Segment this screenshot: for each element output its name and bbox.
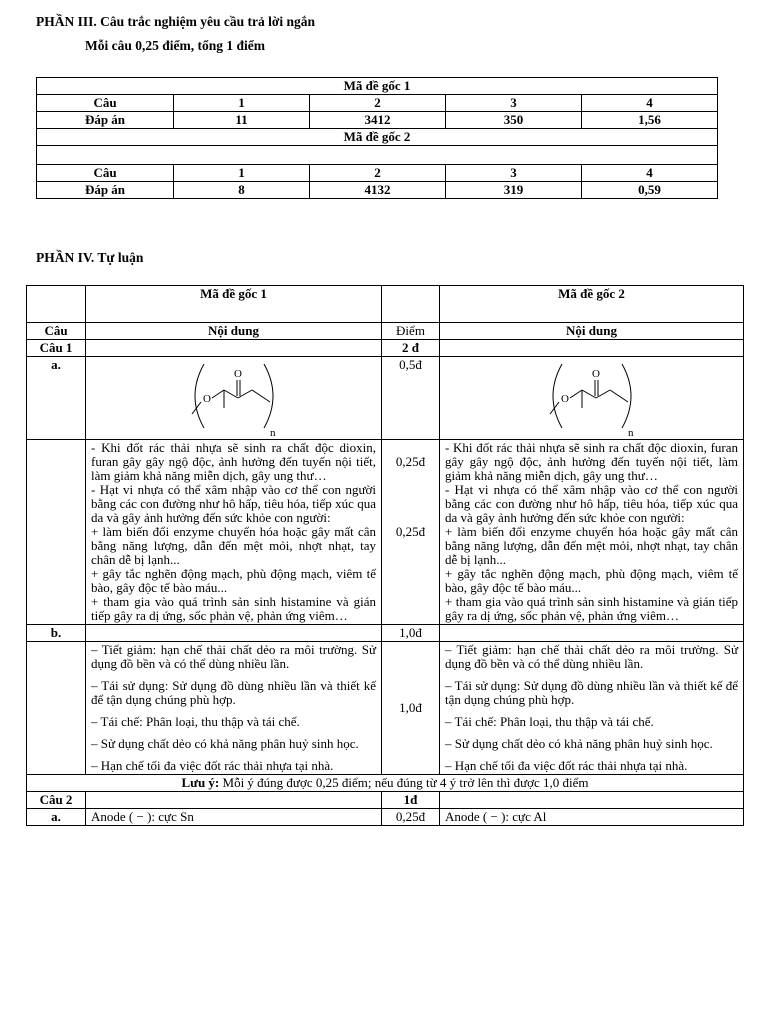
answer-cell: 8 [174,182,310,199]
col-header-content: Nội dung [86,323,382,340]
answer-content [86,642,382,775]
part3-title: PHẦN III. Câu trắc nghiệm yêu cầu trả lời ngắn [36,14,315,29]
score-cell [382,440,440,625]
answer-paragraph: – Tái sử dụng: Sử dụng đồ dùng nhiều lần và thiết kế để tận dụng chúng phù hợp. [91,678,376,707]
answer-content [440,642,744,775]
polymer-structure [440,357,744,440]
oxygen-label: O [560,393,569,405]
repeat-unit-n: n [627,427,633,438]
table-row [37,182,718,199]
answer-paragraph: + làm biến đổi enzyme chuyển hóa hoặc gây mất cân bằng năng lượng, dẫn đến mệt mỏi, nhợt nhạt, tay chân dễ bị lạnh... [445,524,738,567]
answer-paragraph: + làm biến đổi enzyme chuyển hóa hoặc gây mất cân bằng năng lượng, dẫn đến mệt mỏi, nhợt nhạt, tay chân dễ bị lạnh... [91,524,376,567]
score-value: 0,25đ [395,454,426,469]
code1-header: Mã đề gốc 1 [86,286,382,323]
answer-paragraph: – Sử dụng chất dẻo có khả năng phân huỷ sinh học. [91,736,359,751]
note-text: Mỗi ý đúng được 0,25 điểm; nếu đúng từ 4 ý trở lên thì được 1,0 điểm [219,775,589,790]
note-label: Lưu ý: [181,775,220,790]
table-row [37,112,718,129]
row-label-answer: Đáp án [37,182,174,199]
answer-paragraph: - Hạt vi nhựa có thể xâm nhập vào cơ thể con người bằng các con đường như hô hấp, tiêu hóa, tiếp xúc qua da và gây ảnh hưởng đến sức khỏe con người: [91,482,376,525]
answer-cell: 11 [174,112,310,129]
question-number: 1 [174,95,310,112]
answer-content: Anode ( − ): cực Sn [86,809,382,826]
answer-content: Anode ( − ): cực Al [440,809,744,826]
answer-paragraph: – Tái chế: Phân loại, thu thập và tái chế. [445,714,654,729]
question-number: 3 [446,95,582,112]
polymer-structure [86,357,382,440]
table-row [37,95,718,112]
question-number: 1 [174,165,310,182]
subquestion-label: a. [27,357,86,440]
code2-header: Mã đề gốc 2 [37,129,718,146]
answer-cell: 350 [446,112,582,129]
answer-paragraph: – Tái chế: Phân loại, thu thập và tái chế. [91,714,300,729]
code2-header: Mã đề gốc 2 [440,286,744,323]
question-total: 2 đ [382,340,440,357]
carbonyl-oxygen-label: O [591,368,600,380]
question-label: Câu 1 [27,340,86,357]
answer-paragraph: - Hạt vi nhựa có thể xâm nhập vào cơ thể con người bằng các con đường như hô hấp, tiêu hóa, tiếp xúc qua da và gây ảnh hưởng đến sức khỏe con người: [445,482,738,525]
row-label-question: Câu [37,95,174,112]
repeat-unit-n: n [269,427,275,438]
question-number: 3 [446,165,582,182]
part3-answer-table [36,77,718,199]
note-row [27,775,744,792]
part4-essay-table [26,285,744,826]
answer-paragraph: - Khi đốt rác thải nhựa sẽ sinh ra chất độc dioxin, furan gây gây ngộ độc, ảnh hưởng đến tuyến nội tiết, làm giảm khả năng miễn dịch, gây ung thư… [91,440,376,483]
question-label: Câu 2 [27,792,86,809]
polylactic-acid-structure-icon [174,358,294,438]
question-number: 2 [310,95,446,112]
answer-cell: 0,59 [582,182,718,199]
question-number: 4 [582,165,718,182]
row-label-question: Câu [37,165,174,182]
question-number: 4 [582,95,718,112]
score-value: 0,25đ [395,524,426,539]
carbonyl-oxygen-label: O [233,368,242,380]
answer-paragraph: - Khi đốt rác thải nhựa sẽ sinh ra chất độc dioxin, furan gây gây ngộ độc, ảnh hưởng đến tuyến nội tiết, làm giảm khả năng miễn dịch, gây ung thư… [445,440,738,483]
answer-cell: 4132 [310,182,446,199]
answer-cell: 1,56 [582,112,718,129]
answer-paragraph: – Hạn chế tối đa việc đốt rác thải nhựa tại nhà. [91,758,334,773]
part4-title: PHẦN IV. Tự luận [36,250,144,265]
row-label-answer: Đáp án [37,112,174,129]
answer-content [86,440,382,625]
answer-cell: 3412 [310,112,446,129]
blank-row [37,146,718,165]
score-cell: 1,0đ [382,625,440,642]
answer-cell: 319 [446,182,582,199]
answer-content [440,440,744,625]
answer-paragraph: – Tái sử dụng: Sử dụng đồ dùng nhiều lần và thiết kế để tận dụng chúng phù hợp. [445,678,738,707]
table-row [37,165,718,182]
question-total: 1đ [382,792,440,809]
answer-paragraph: + tham gia vào quá trình sản sinh histamine và gián tiếp gây ra dị ứng, sốc phản vệ, phản ứng viêm… [445,594,738,623]
polylactic-acid-structure-icon [532,358,652,438]
col-header-question: Câu [27,323,86,340]
answer-paragraph: – Hạn chế tối đa việc đốt rác thải nhựa tại nhà. [445,758,688,773]
answer-paragraph: – Tiết giảm: hạn chế thải chất dẻo ra môi trường. Sử dụng đồ bền và có thể dùng nhiều lần. [91,642,376,671]
score-cell: 1,0đ [382,642,440,775]
score-cell: 0,5đ [382,357,440,440]
part3-subtitle: Mỗi câu 0,25 điểm, tổng 1 điểm [85,38,265,53]
score-cell: 0,25đ [382,809,440,826]
subquestion-label: a. [27,809,86,826]
answer-paragraph: + tham gia vào quá trình sản sinh histamine và gián tiếp gây ra dị ứng, sốc phản vệ, phản ứng viêm… [91,594,376,623]
answer-paragraph: + gây tắc nghẽn động mạch, phù động mạch, viêm tế bào, gây độc tế bào máu... [445,566,738,595]
code1-header: Mã đề gốc 1 [37,78,718,95]
answer-paragraph: + gây tắc nghẽn động mạch, phù động mạch, viêm tế bào, gây độc tế bào máu... [91,566,376,595]
answer-paragraph: – Tiết giảm: hạn chế thải chất dẻo ra môi trường. Sử dụng đồ bền và có thể dùng nhiều lần. [445,642,738,671]
subquestion-label: b. [27,625,86,642]
question-number: 2 [310,165,446,182]
col-header-content: Nội dung [440,323,744,340]
oxygen-label: O [202,393,211,405]
col-header-score: Điểm [382,323,440,340]
answer-paragraph: – Sử dụng chất dẻo có khả năng phân huỷ sinh học. [445,736,713,751]
